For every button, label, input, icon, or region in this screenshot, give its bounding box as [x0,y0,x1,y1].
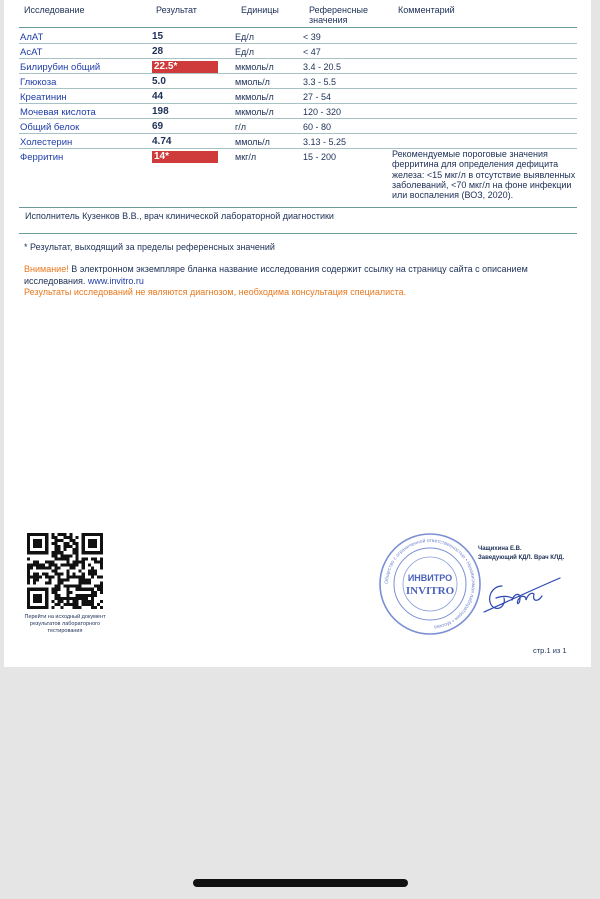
page-number: стр.1 из 1 [533,646,567,655]
reference-range: < 47 [303,47,321,57]
test-name-link[interactable]: Мочевая кислота [20,107,96,118]
table-row [19,135,577,149]
disclaimer: Результаты исследований не являются диагнозом, необходима консультация специалиста. [24,287,407,297]
reference-range: 3.3 - 5.5 [303,77,337,87]
qr-caption: Перейти на исходный документ результатов лабораторного тестирования [24,614,106,634]
result-unit: Ед/л [235,32,255,42]
row-rule [19,103,577,104]
test-name-link[interactable]: Билирубин общий [20,62,101,73]
executor-rule [19,233,577,234]
result-unit: мкмоль/л [235,92,274,102]
row-rule [19,43,577,44]
result-unit: ммоль/л [235,137,270,147]
header-result: Результат [156,5,197,15]
test-name-link[interactable]: Общий белок [20,122,80,133]
table-row [19,120,577,134]
invitro-link[interactable]: www.invitro.ru [87,275,144,286]
stamp-ring-text: Общество с ограниченной ответственностью • Независимая лаборатория • Москва [383,537,477,630]
ferritin-comment: Рекомендуемые пороговые значения ферритина для определения дефицита железа: <15 мкг/л в отсутствие выявленных заболеваний, <70 мкг/л на фоне инфекции или воспаления (ВОЗ, 2020). [392,149,576,201]
test-name-link[interactable]: АсАТ [20,47,43,58]
warning-block [24,264,584,299]
header-comment: Комментарий [398,5,455,15]
result-value: 5.0 [152,76,166,87]
result-unit: г/л [235,122,247,132]
test-name-link[interactable]: Глюкоза [20,77,57,88]
result-unit: Ед/л [235,47,255,57]
reference-range: 27 - 54 [303,92,332,102]
warning-label: Внимание! [24,264,69,274]
home-indicator[interactable] [193,879,408,887]
table-row [19,105,577,119]
signatory-name: Чащихина Е.В. [478,546,522,552]
stamp-brand-en: INVITRO [405,585,455,597]
signatory-role: Заведующий КДЛ. Врач КЛД. [478,555,565,561]
test-name-link[interactable]: Холестерин [20,137,73,148]
invitro-stamp [378,532,482,636]
row-rule [19,88,577,89]
stamp-brand-ru: ИНВИТРО [407,573,453,583]
warning-text: В электронном экземпляре бланка название исследования содержит ссылку на страницу сайта с описанием исследования. [24,264,528,286]
result-value: 15 [152,31,164,42]
result-value: 14* [152,151,218,163]
row-rule [19,133,577,134]
header-reference: Референсные значения [309,5,368,25]
header-units: Единицы [241,5,279,15]
qr-code[interactable] [27,533,103,609]
header-rule [19,27,577,28]
table-row [19,75,577,89]
result-unit: мкмоль/л [235,107,274,117]
row-rule [19,118,577,119]
handwritten-signature [482,568,562,616]
header-test: Исследование [24,5,85,15]
result-value: 69 [152,121,164,132]
test-name-link[interactable]: Ферритин [20,152,64,163]
result-unit: ммоль/л [235,77,270,87]
result-unit: мкмоль/л [235,62,274,72]
table-row [19,30,577,44]
table-row [19,45,577,59]
reference-range: 15 - 200 [303,152,337,162]
result-value: 4.74 [152,136,172,147]
reference-range: 120 - 320 [303,107,342,117]
executor-line: Исполнитель Кузенков В.В., врач клинической лабораторной диагностики [25,211,334,221]
row-rule [19,73,577,74]
svg-text:Общество с ограниченной ответс [384,537,476,630]
row-rule [19,58,577,59]
signatory [478,545,564,563]
footnote: * Результат, выходящий за пределы референсных значений [24,242,275,252]
reference-range: 3.13 - 5.25 [303,137,347,147]
result-value: 28 [152,46,164,57]
test-name-link[interactable]: Креатинин [20,92,67,103]
result-value: 44 [152,91,164,102]
reference-range: 3.4 - 20.5 [303,62,342,72]
result-value: 198 [152,106,169,117]
test-name-link[interactable]: АлАТ [20,32,44,43]
table-bottom-rule [19,207,577,208]
reference-range: 60 - 80 [303,122,332,132]
reference-range: < 39 [303,32,321,42]
table-row [19,60,577,74]
result-unit: мкг/л [235,152,257,162]
table-row [19,90,577,104]
result-value: 22.5* [152,61,218,73]
